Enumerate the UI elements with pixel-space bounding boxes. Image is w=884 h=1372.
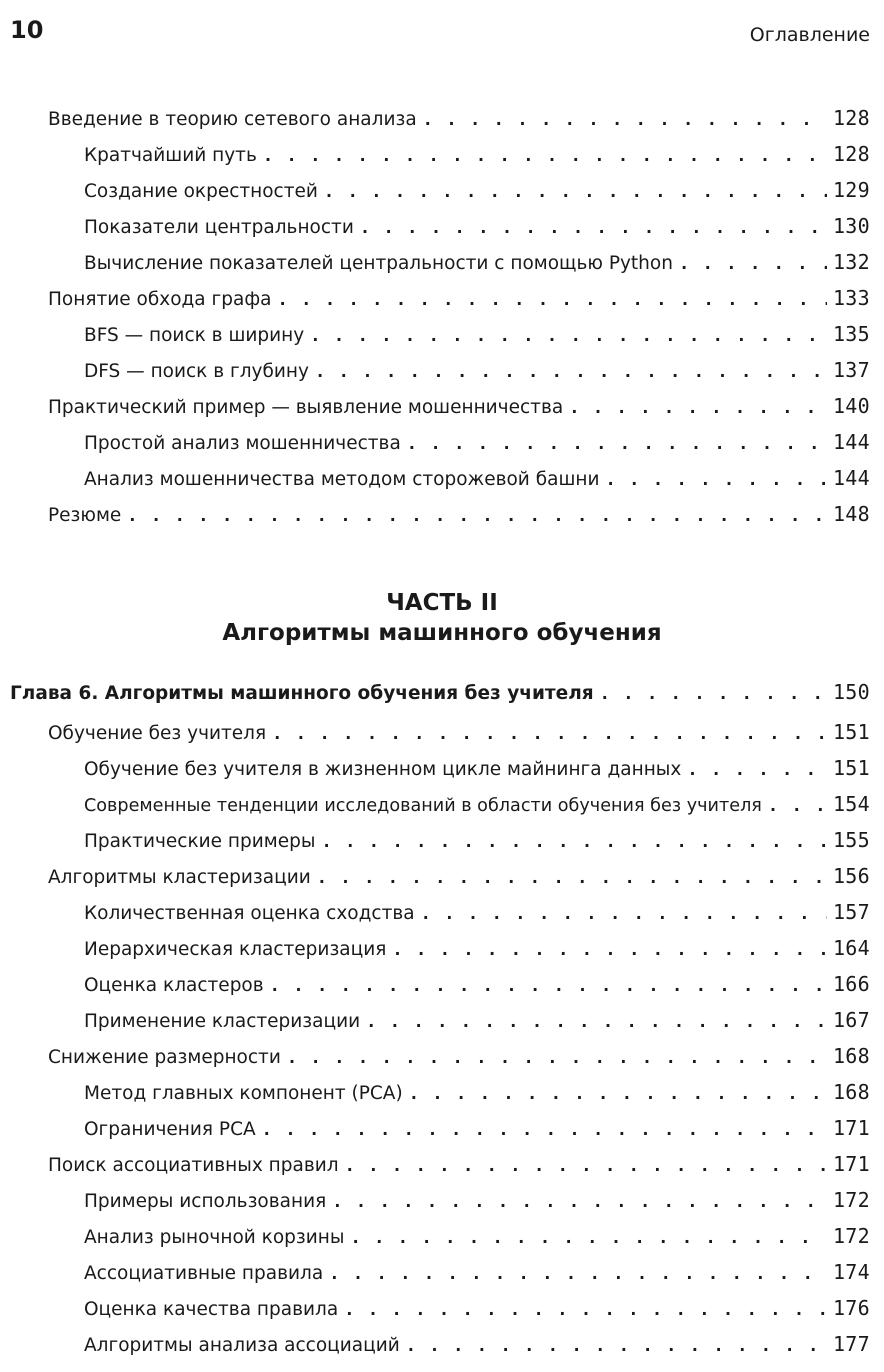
toc-entry-title: Современные тенденции исследований в области обучения без учителя xyxy=(84,796,762,816)
leader-dots xyxy=(277,288,826,312)
toc-entry[interactable] xyxy=(84,214,870,240)
leader-dots xyxy=(350,1226,827,1250)
toc-entry-title: Практический пример — выявление мошенничества xyxy=(48,397,564,418)
toc-entry-title: DFS — поиск в глубину xyxy=(84,361,309,382)
toc-entry-page: 171 xyxy=(832,1116,870,1140)
toc-entry[interactable] xyxy=(84,1188,870,1214)
toc-entry[interactable] xyxy=(84,250,870,276)
toc-entry[interactable] xyxy=(84,142,870,168)
leader-dots xyxy=(421,902,827,926)
toc-entry-title: Алгоритмы анализа ассоциаций xyxy=(84,1335,400,1356)
toc-entry-title: Алгоритмы кластеризации xyxy=(48,867,311,888)
leader-dots xyxy=(392,938,827,962)
toc-entry[interactable] xyxy=(84,1332,870,1358)
toc-entry[interactable] xyxy=(84,430,870,456)
toc-entry-title: Практические примеры xyxy=(84,831,316,852)
toc-entry-page: 133 xyxy=(832,286,870,310)
toc-entry-page: 177 xyxy=(832,1332,870,1356)
leader-dots xyxy=(600,682,827,706)
toc-entry-title: Понятие обхода графа xyxy=(48,289,272,310)
toc-entry[interactable] xyxy=(48,502,870,528)
toc-entry[interactable] xyxy=(84,322,870,348)
toc-entry-page: 171 xyxy=(832,1152,870,1176)
toc-entry[interactable] xyxy=(84,358,870,384)
page-number: 10 xyxy=(10,16,44,44)
toc-entry[interactable] xyxy=(84,828,870,854)
leader-dots xyxy=(270,974,827,998)
toc-entry-page: 137 xyxy=(832,358,870,382)
leader-dots xyxy=(345,1154,827,1178)
toc-entry-title: Вычисление показателей центральности с помощью Python xyxy=(84,253,673,274)
toc-entry-title: BFS — поиск в ширину xyxy=(84,325,305,346)
leader-dots xyxy=(329,1262,827,1286)
toc-entry[interactable] xyxy=(48,394,870,420)
toc-entry-page: 132 xyxy=(832,250,870,274)
toc-entry[interactable] xyxy=(84,178,870,204)
toc-entry-title: Примеры использования xyxy=(84,1191,327,1212)
leader-dots xyxy=(569,396,827,420)
toc-entry[interactable] xyxy=(84,972,870,998)
toc-entry-page: 151 xyxy=(832,720,870,744)
leader-dots xyxy=(423,108,827,132)
toc-entry-title: Создание окрестностей xyxy=(84,181,318,202)
toc-entry-page: 167 xyxy=(832,1008,870,1032)
leader-dots xyxy=(324,180,827,204)
toc-entry[interactable] xyxy=(84,936,870,962)
toc-entry-title: Анализ рыночной корзины xyxy=(84,1227,345,1248)
toc-entry[interactable] xyxy=(84,1116,870,1142)
toc-entry[interactable] xyxy=(48,286,870,312)
toc-entry-title: Обучение без учителя xyxy=(48,723,267,744)
toc-entry-page: 156 xyxy=(832,864,870,888)
toc-entry-title: Показатели центральности xyxy=(84,217,354,238)
toc-entry-title: Количественная оценка сходства xyxy=(84,903,415,924)
toc-entry[interactable] xyxy=(84,1296,870,1322)
toc-entry-page: 154 xyxy=(832,792,870,816)
toc-entry[interactable] xyxy=(84,756,870,782)
leader-dots xyxy=(272,722,827,746)
leader-dots xyxy=(360,216,827,240)
toc-entry-title: Ассоциативные правила xyxy=(84,1263,324,1284)
leader-dots xyxy=(315,360,827,384)
toc-entry-title: Глава 6. Алгоритмы машинного обучения без учителя xyxy=(10,683,594,704)
toc-entry-title: Снижение размерности xyxy=(48,1047,281,1068)
leader-dots xyxy=(366,1010,827,1034)
toc-entry-page: 128 xyxy=(832,106,870,130)
toc-entry-page: 140 xyxy=(832,394,870,418)
toc-entry-page: 166 xyxy=(832,972,870,996)
leader-dots xyxy=(262,1118,827,1142)
toc-entry-page: 174 xyxy=(832,1260,870,1284)
toc-entry-title: Оценка качества правила xyxy=(84,1299,339,1320)
part-title: Алгоритмы машинного обучения xyxy=(222,620,662,646)
leader-dots xyxy=(406,1334,827,1358)
leader-dots xyxy=(344,1298,827,1322)
toc-entry-title: Простой анализ мошенничества xyxy=(84,433,401,454)
leader-dots xyxy=(317,866,827,890)
toc-entry-title: Поиск ассоциативных правил xyxy=(48,1155,339,1176)
leader-dots xyxy=(332,1190,827,1214)
toc-entry-title: Ограничения PCA xyxy=(84,1119,256,1140)
toc-entry[interactable] xyxy=(84,1260,870,1286)
toc-entry[interactable] xyxy=(84,900,870,926)
toc-entry-page: 150 xyxy=(832,680,870,704)
toc-entry-page: 168 xyxy=(832,1044,870,1068)
toc-entry-title: Оценка кластеров xyxy=(84,975,264,996)
toc-entry-page: 172 xyxy=(832,1188,870,1212)
leader-dots xyxy=(768,794,827,818)
part-label: ЧАСТЬ II xyxy=(386,590,498,616)
toc-entry-title: Резюме xyxy=(48,505,122,526)
toc-entry-page: 164 xyxy=(832,936,870,960)
toc-entry-page: 128 xyxy=(832,142,870,166)
toc-entry-page: 144 xyxy=(832,466,870,490)
toc-entry-page: 151 xyxy=(832,756,870,780)
toc-entry-title: Иерархическая кластеризация xyxy=(84,939,387,960)
toc-entry-page: 157 xyxy=(832,900,870,924)
toc-entry-page: 168 xyxy=(832,1080,870,1104)
leader-dots xyxy=(263,144,827,168)
toc-entry-page: 129 xyxy=(832,178,870,202)
toc-entry[interactable] xyxy=(48,864,870,890)
toc-entry[interactable] xyxy=(48,106,870,132)
toc-entry-title: Введение в теорию сетевого анализа xyxy=(48,109,417,130)
toc-entry[interactable] xyxy=(48,1152,870,1178)
running-head: Оглавление xyxy=(749,24,870,46)
leader-dots xyxy=(606,468,827,492)
toc-entry-title: Метод главных компонент (PCA) xyxy=(84,1083,403,1104)
toc-entry[interactable] xyxy=(48,1044,870,1070)
toc-entry[interactable] xyxy=(84,466,870,492)
toc-entry-page: 130 xyxy=(832,214,870,238)
toc-entry-page: 135 xyxy=(832,322,870,346)
toc-entry-title: Кратчайший путь xyxy=(84,145,257,166)
toc-entry-page: 176 xyxy=(832,1296,870,1320)
toc-entry[interactable] xyxy=(84,1224,870,1250)
leader-dots xyxy=(310,324,827,348)
toc-entry-title: Применение кластеризации xyxy=(84,1011,361,1032)
toc-entry-page: 148 xyxy=(832,502,870,526)
toc-entry[interactable] xyxy=(48,720,870,746)
toc-entry[interactable] xyxy=(84,1080,870,1106)
leader-dots xyxy=(687,758,827,782)
leader-dots xyxy=(127,504,827,528)
toc-entry-title: Обучение без учителя в жизненном цикле майнинга данных xyxy=(84,759,682,780)
toc-entry-page: 155 xyxy=(832,828,870,852)
toc-entry-page: 144 xyxy=(832,430,870,454)
toc-chapter-entry[interactable] xyxy=(10,680,870,706)
leader-dots xyxy=(409,1082,827,1106)
leader-dots xyxy=(321,830,827,854)
toc-entry-page: 172 xyxy=(832,1224,870,1248)
toc-entry[interactable] xyxy=(84,792,870,818)
toc-entry[interactable] xyxy=(84,1008,870,1034)
leader-dots xyxy=(679,252,827,276)
leader-dots xyxy=(407,432,827,456)
leader-dots xyxy=(287,1046,827,1070)
toc-entry-title: Анализ мошенничества методом сторожевой башни xyxy=(84,469,600,490)
